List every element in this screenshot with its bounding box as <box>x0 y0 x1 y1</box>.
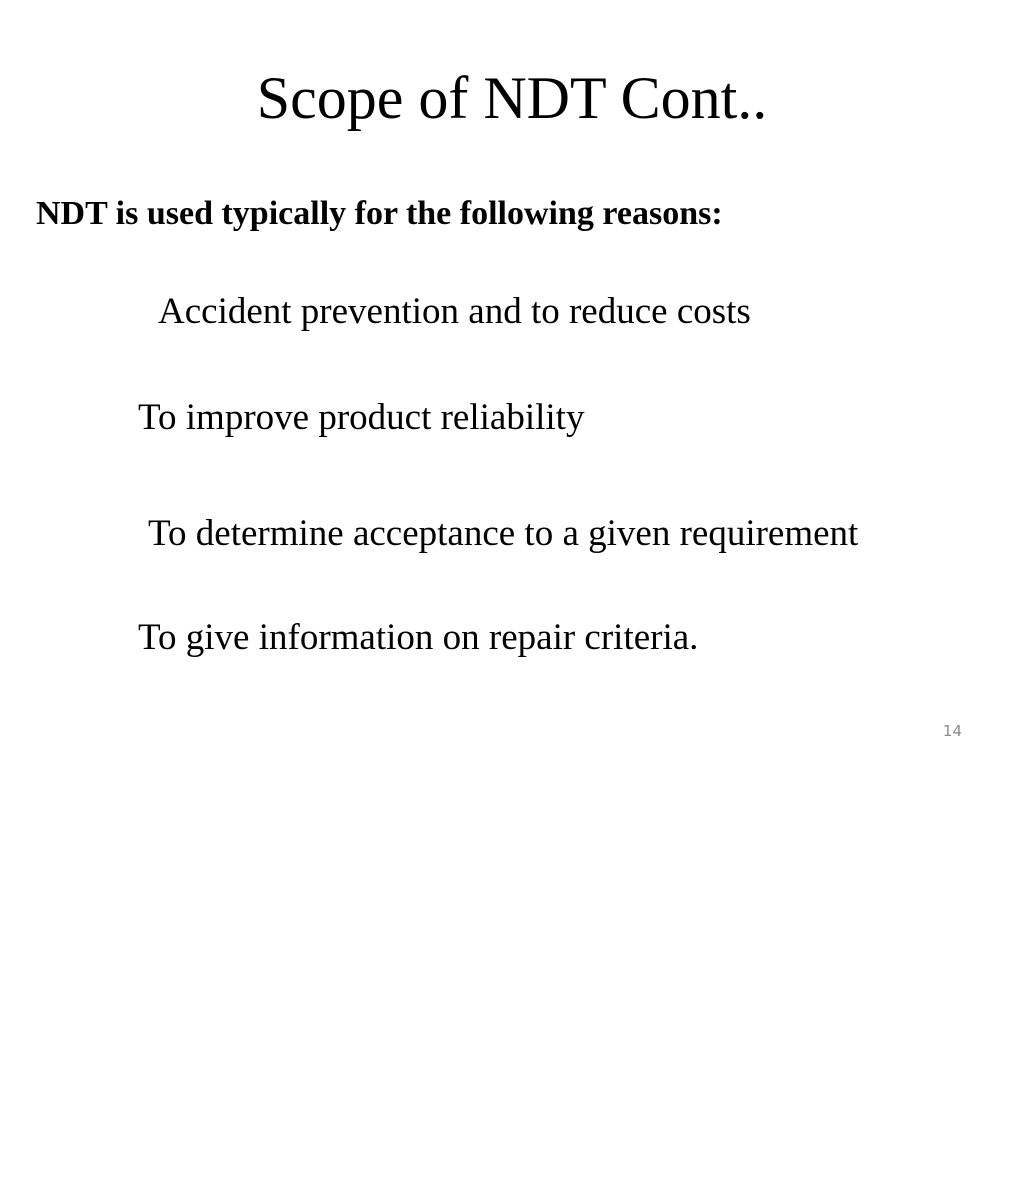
reason-item: To improve product reliability <box>138 397 585 438</box>
reason-item: To determine acceptance to a given requirement <box>148 513 859 554</box>
intro-heading: NDT is used typically for the following reasons: <box>36 195 723 232</box>
slide-title: Scope of NDT Cont.. <box>256 65 768 131</box>
reason-item: To give information on repair criteria. <box>138 617 699 658</box>
reason-item: Accident prevention and to reduce costs <box>158 291 751 332</box>
page-number: 14 <box>942 722 962 740</box>
